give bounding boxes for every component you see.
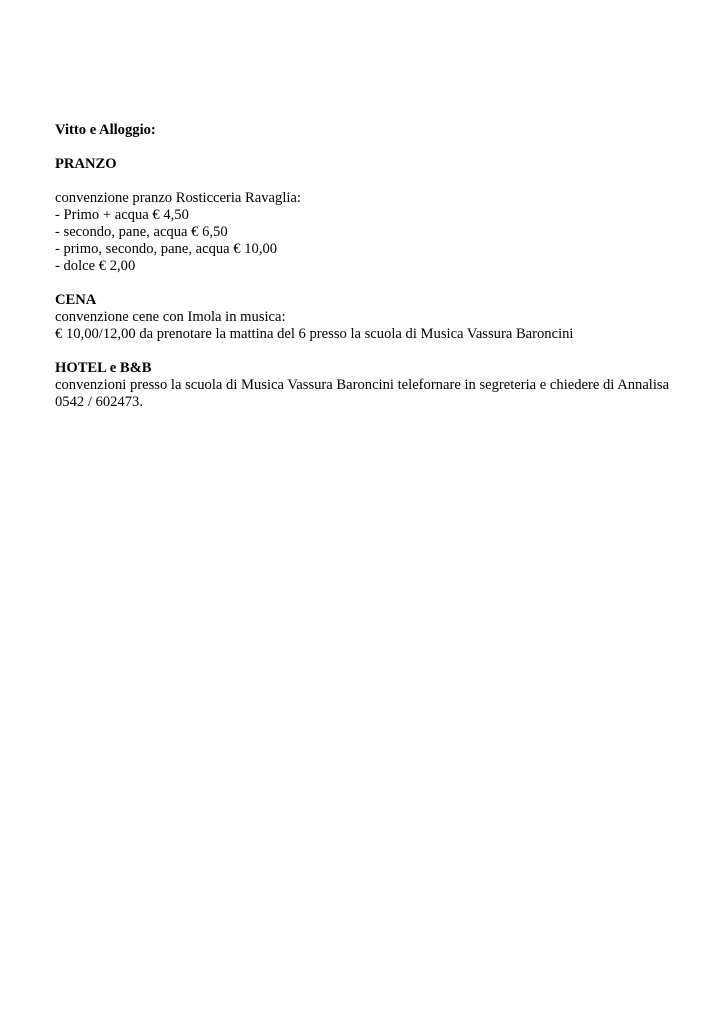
spacer — [55, 139, 675, 156]
section-heading-hotel: HOTEL e B&B — [55, 360, 152, 376]
pranzo-intro: convenzione pranzo Rosticceria Ravaglia: — [55, 190, 301, 206]
cena-line: convenzione cene con Imola in musica: — [55, 309, 286, 325]
section-heading-cena: CENA — [55, 292, 97, 308]
spacer — [55, 275, 675, 292]
cena-line: € 10,00/12,00 da prenotare la mattina del 6 presso la scuola di Musica Vassura Baroncini — [55, 326, 574, 342]
spacer — [55, 343, 675, 360]
hotel-text: convenzioni presso la scuola di Musica Vassura Baroncini telefornare in segreteria e chiedere di Annalisa 0542 / 602473. — [55, 377, 670, 410]
pranzo-item: - Primo + acqua € 4,50 — [55, 207, 189, 223]
document-content — [55, 122, 675, 411]
pranzo-item: - primo, secondo, pane, acqua € 10,00 — [55, 241, 278, 257]
document-title: Vitto e Alloggio: — [55, 122, 156, 138]
pranzo-item: - dolce € 2,00 — [55, 258, 136, 274]
pranzo-item: - secondo, pane, acqua € 6,50 — [55, 224, 228, 240]
spacer — [55, 173, 675, 190]
section-heading-pranzo: PRANZO — [55, 156, 117, 172]
